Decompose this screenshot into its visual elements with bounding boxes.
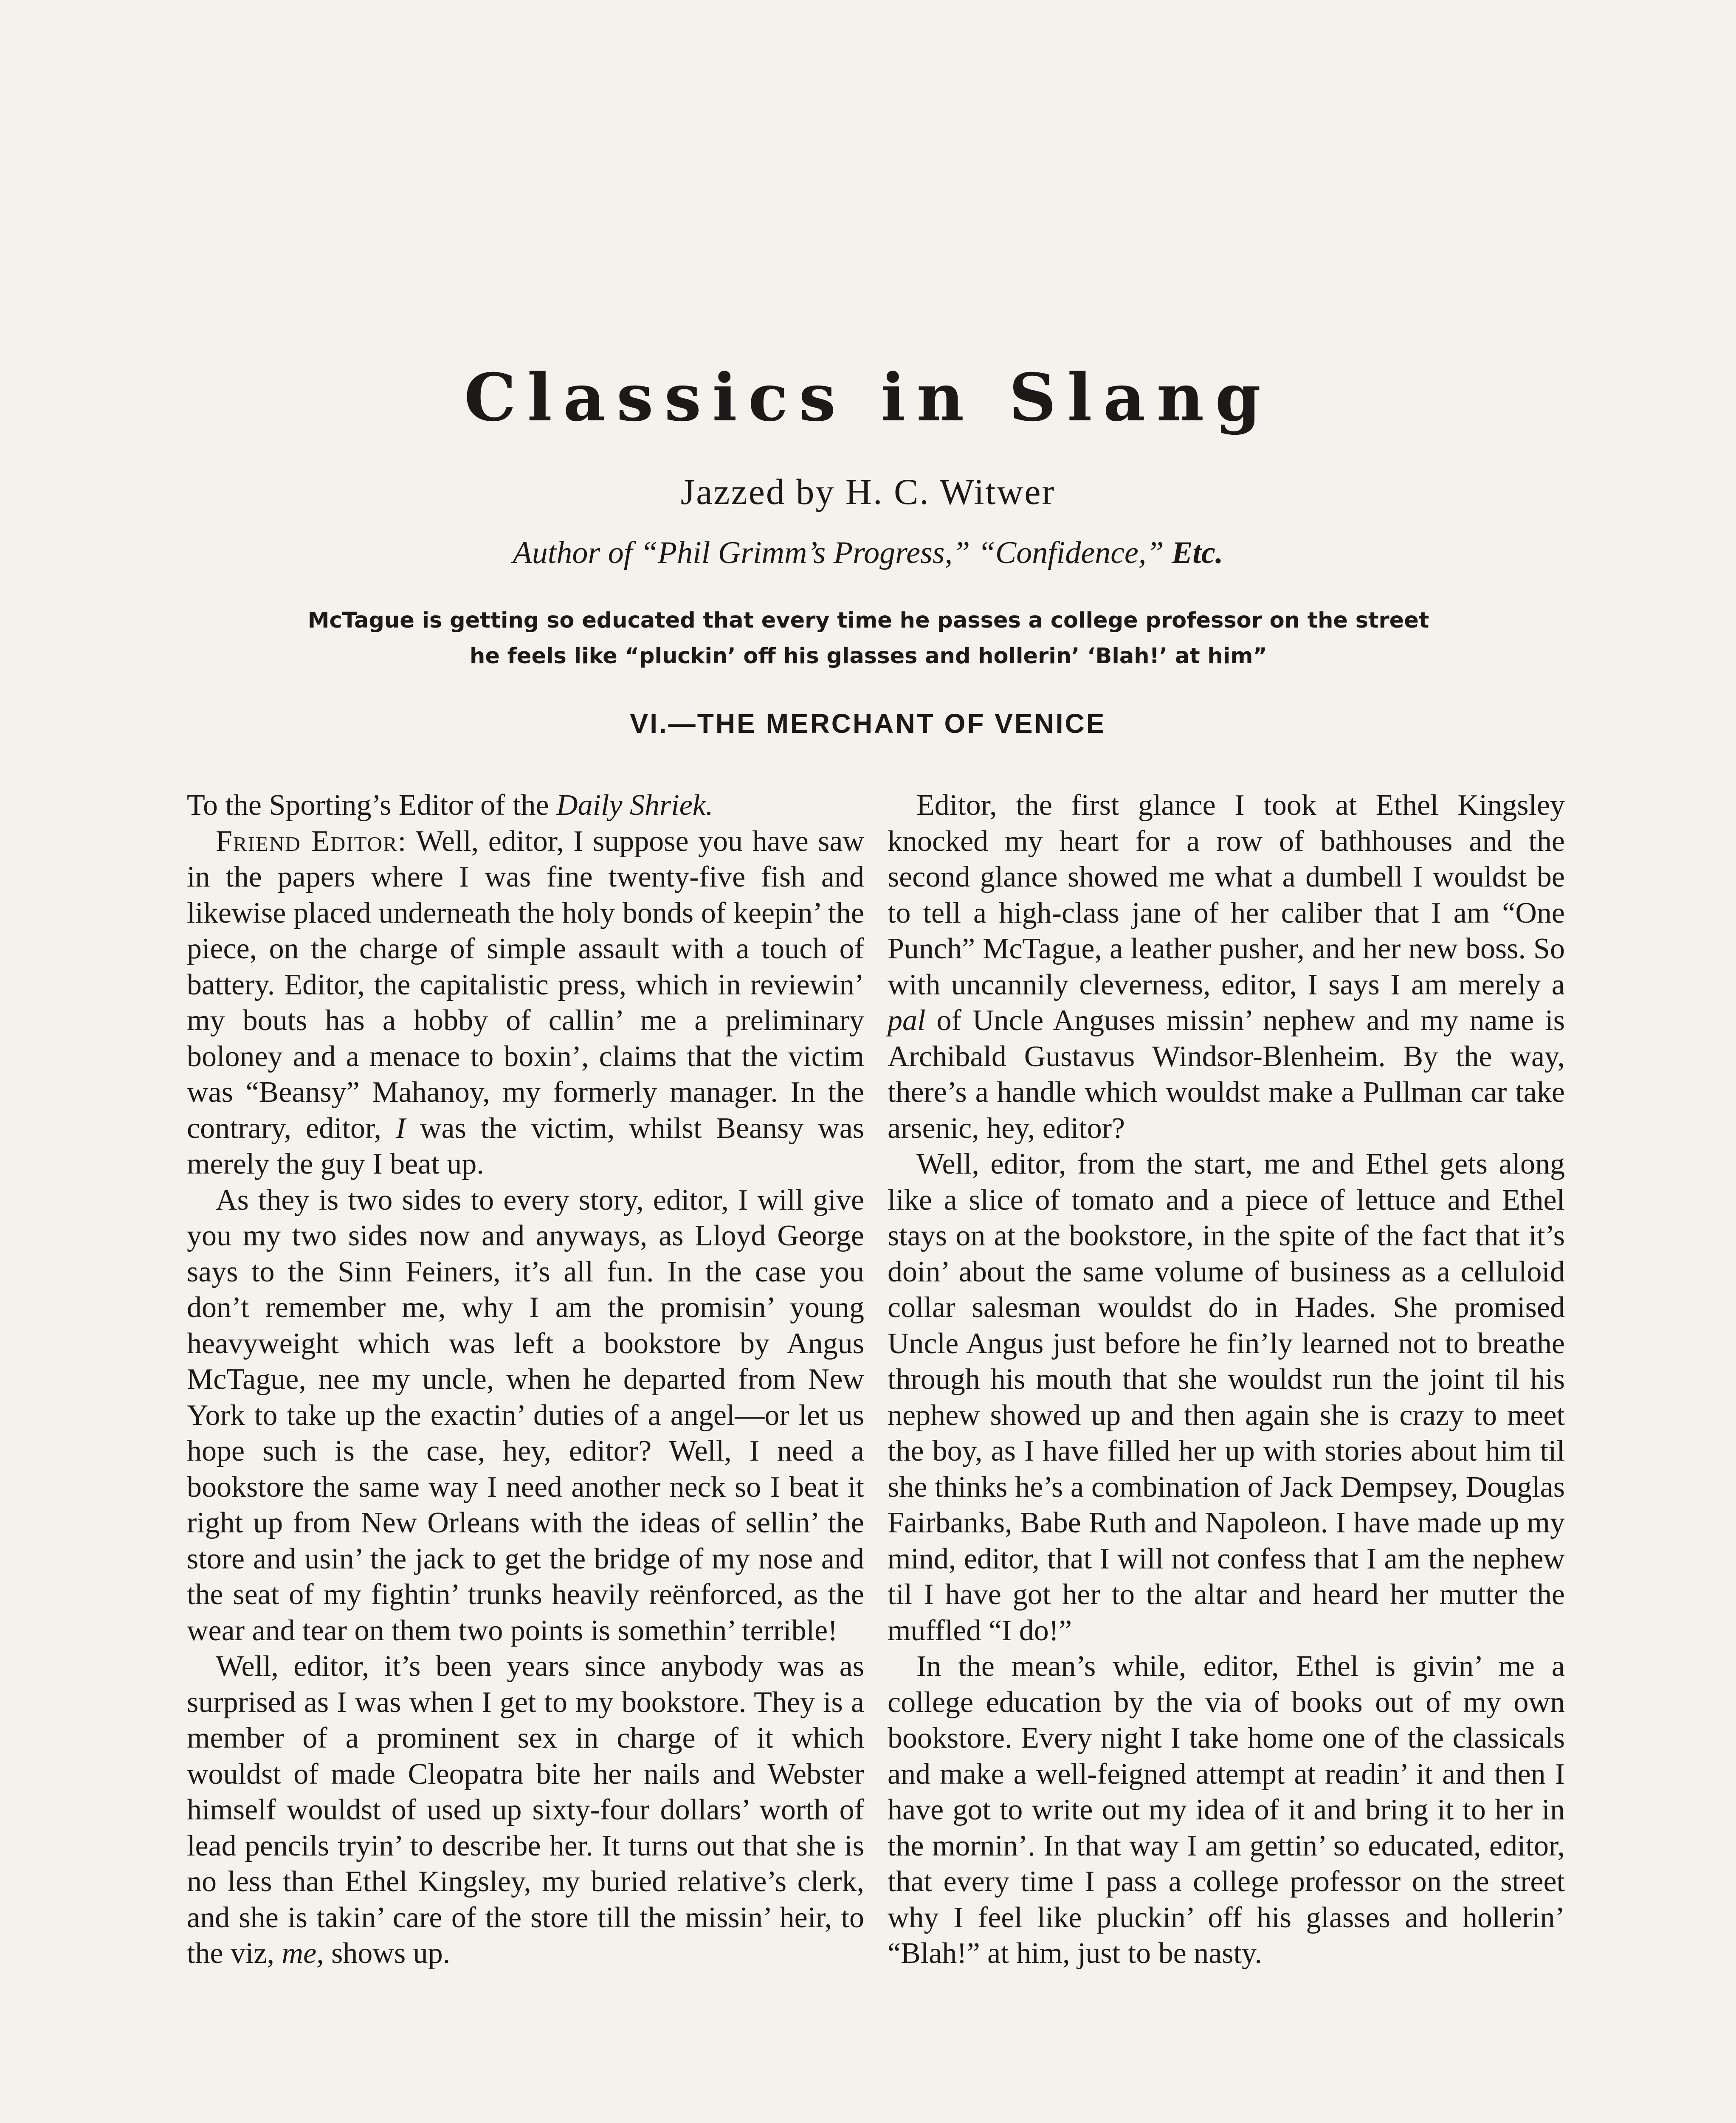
right-column [888, 788, 1565, 1972]
paragraph: Well, editor, from the start, me and Ethel gets along like a slice of tomato and a piece of lettuce and Ethel stays on at the bookstore, in the spite of the fact that it’s doin’ about the same volume of business as a celluloid collar salesman wouldst do in Hades. She promised Uncle Angus just before he fin’ly learned not to breathe through his mouth that she wouldst run the joint til his nephew showed up and then again she is crazy to meet the boy, as I have filled her up with stories about him til she thinks he’s a combination of Jack Dempsey, Douglas Fairbanks, Babe Ruth and Napoleon. I have made up my mind, editor, that I will not confess that I am the nephew til I have got her to the altar and heard her mutter the muffled “I do!” [888, 1148, 1565, 1647]
paragraph-text: was the victim, whilst Beansy was merely the guy I beat up. [187, 1112, 865, 1180]
paragraph-text: Editor, the first glance I took at Ethel Kingsley knocked my heart for a row of bathhouses and the second glance showed me what a dumbell I wouldst be to tell a high-class jane of her caliber that I am “One Punch” McTague, a leather pusher, and her new boss. So with uncannily cleverness, editor, I says I am merely a [888, 789, 1565, 1001]
author-works: “Phil Grimm’s Progress,” “Confidence,” [640, 535, 1172, 570]
newspaper-name: Daily Shriek. [556, 789, 713, 822]
paragraph [888, 788, 1565, 1146]
emphasis-text: pal [888, 1004, 926, 1037]
author-credits [0, 537, 1736, 569]
paragraph: As they is two sides to every story, editor, I will give you my two sides now and anyways, as Lloyd George says to the Sinn Feiners, it’s all fun. In the case you don’t remember me, why I am the promisin’ young heavyweight which was left a bookstore by Angus McTague, nee my uncle, when he departed from New York to take up the exactin’ duties of a angel—or let us hope such is the case, hey, editor? Well, I need a bookstore the same way I need another neck so I beat it right up from New Orleans with the ideas of sellin’ the store and usin’ the jack to get the bridge of my nose and the seat of my fightin’ trunks heavily reënforced, as the wear and tear on them two points is somethin’ terrible! [187, 1183, 864, 1647]
left-column [187, 788, 864, 1972]
salutation [187, 788, 864, 824]
emphasis-text: me, [282, 1937, 324, 1970]
paragraph-text: of Uncle Anguses missin’ nephew and my name is Archibald Gustavus Windsor-Blenheim. By the way, there’s a handle which wouldst make a Pullman car take arsenic, hey, editor? [888, 1004, 1565, 1145]
paragraph-text: shows up. [324, 1937, 451, 1970]
paragraph [187, 824, 864, 1183]
byline: Jazzed by H. C. Witwer [680, 471, 1056, 512]
salutation-text: To the Sporting’s Editor of the [187, 789, 557, 822]
greeting-label: Friend Editor: [216, 825, 407, 858]
article-blurb: McTague is getting so educated that every time he passes a college professor on the street he feels like “pluckin’ off his glasses and hollerin’ ‘Blah!’ at him” [307, 608, 1429, 669]
paragraph-text: Well, editor, I suppose you have saw in the papers where I was fine twenty-five fish and likewise placed underneath the holy bonds of keepin’ the piece, on the charge of simple assault with a touch of battery. Editor, the capitalistic press, which in reviewin’ my bouts has a hobby of callin’ me a preliminary boloney and a menace to boxin’, claims that the victim was “Beansy” Mahanoy, my formerly manager. In the contrary, editor, [187, 825, 864, 1145]
paragraph [187, 1649, 864, 1972]
article-title: Classics in Slang [464, 359, 1272, 436]
author-prefix: Author of [513, 535, 640, 570]
emphasis-text: I [395, 1112, 406, 1145]
paragraph-text: Well, editor, it’s been years since anybody was as surprised as I was when I get to my bookstore. They is a member of a prominent sex in charge of it which wouldst of made Cleopatra bite her nails and Webster himself wouldst of used up sixty-four dollars’ worth of lead pencils tryin’ to describe her. It turns out that she is no less than Ethel Kingsley, my buried relative’s clerk, and she is takin’ care of the store till the missin’ heir, to the viz, [187, 1650, 864, 1970]
author-etc: Etc. [1172, 535, 1223, 570]
paragraph: In the mean’s while, editor, Ethel is givin’ me a college education by the via of books out of my own bookstore. Every night I take home one of the classicals and make a well-feigned attempt at readin’ it and then I have got to write out my idea of it and bring it to her in the mornin’. In that way I am gettin’ so educated, editor, that every time I pass a college professor on the street why I feel like pluckin’ off his glasses and hollerin’ “Blah!” at him, just to be nasty. [888, 1650, 1565, 1970]
section-heading: VI.—THE MERCHANT OF VENICE [630, 708, 1106, 739]
